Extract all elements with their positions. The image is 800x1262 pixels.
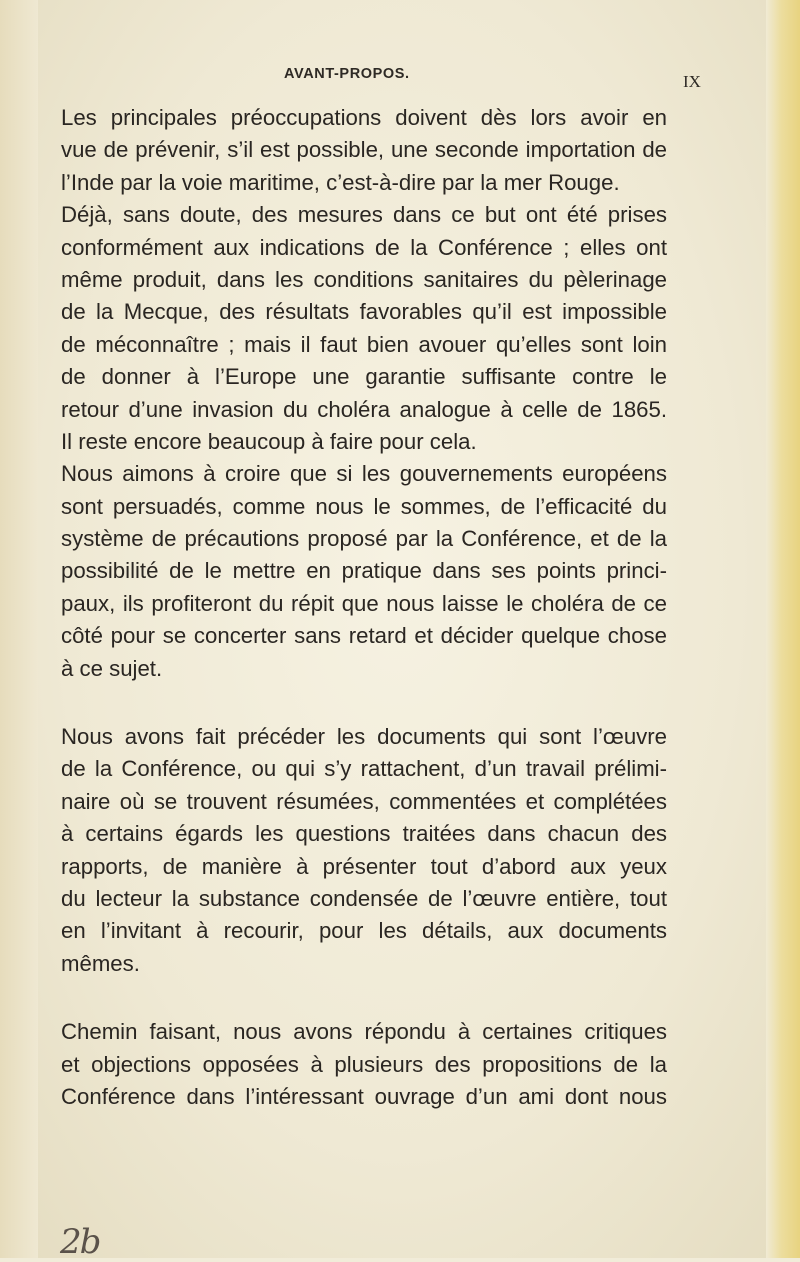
paragraph (61, 1016, 667, 1113)
text-line: Les principales préoccupations doivent dès lors avoir en (61, 105, 667, 130)
text-line: mêmes. (61, 950, 140, 976)
text-line: paux, ils profiteront du répit que nous laisse le choléra de ce (61, 590, 667, 616)
text-line: et objections opposées à plusieurs des propositions de la (61, 1051, 667, 1077)
paragraph (61, 102, 667, 199)
text-line: rapports, de manière à présenter tout d’abord aux yeux (61, 853, 667, 879)
paragraph-gap (61, 685, 667, 721)
paragraph (61, 458, 667, 685)
text-line: côté pour se concerter sans retard et décider quelque chose (61, 623, 667, 649)
text-line: conformément aux indications de la Conférence ; elles ont (61, 234, 667, 260)
signature-mark: 2b (60, 1222, 100, 1262)
text-line: de la Conférence, ou qui s’y rattachent, d’un travail prélimi- (61, 756, 667, 782)
text-line: possibilité de le mettre en pratique dans ses points princi- (61, 558, 667, 584)
text-line: Nous avons fait précéder les documents qui sont l’œuvre (61, 724, 667, 750)
text-line: système de précautions proposé par la Conférence, et de la (61, 526, 667, 552)
text-line: de méconnaître ; mais il faut bien avouer qu’elles sont loin (61, 331, 667, 357)
page-gutter-shadow (0, 0, 38, 1258)
paragraph (61, 199, 667, 458)
text-line: naire où se trouvent résumées, commentées et complétées (61, 788, 667, 814)
text-line: retour d’une invasion du choléra analogue à celle de 1865. (61, 396, 667, 422)
running-title: AVANT-PROPOS. (284, 66, 410, 82)
text-line: en l’invitant à recourir, pour les détails, aux documents (61, 918, 667, 944)
page-number: IX (683, 72, 701, 91)
text-line: du lecteur la substance condensée de l’œuvre entière, tout (61, 885, 667, 911)
text-line: Chemin faisant, nous avons répondu à certaines critiques (61, 1019, 667, 1045)
text-line: Déjà, sans doute, des mesures dans ce but ont été prises (61, 202, 667, 228)
text-line: sont persuadés, comme nous le sommes, de l’efficacité du (61, 493, 667, 519)
text-line: Il reste encore beaucoup à faire pour cela. (61, 428, 477, 454)
page-edge-discoloration (766, 0, 800, 1258)
text-line: l’Inde par la voie maritime, c’est-à-dire par la mer Rouge. (61, 169, 620, 195)
text-line: Conférence dans l’intéressant ouvrage d’un ami dont nous (61, 1083, 667, 1109)
body-text (61, 102, 667, 1113)
text-line: à certains égards les questions traitées dans chacun des (61, 821, 667, 847)
text-line: de donner à l’Europe une garantie suffisante contre le (61, 364, 667, 390)
text-line: Nous aimons à croire que si les gouvernements européens (61, 461, 667, 487)
text-line: même produit, dans les conditions sanitaires du pèlerinage (61, 266, 667, 292)
text-line: de la Mecque, des résultats favorables qu’il est impossible (61, 299, 667, 325)
text-line: à ce sujet. (61, 655, 163, 681)
paragraph-gap (61, 980, 667, 1016)
paragraph (61, 721, 667, 980)
text-line: vue de prévenir, s’il est possible, une seconde importation de (61, 137, 667, 163)
